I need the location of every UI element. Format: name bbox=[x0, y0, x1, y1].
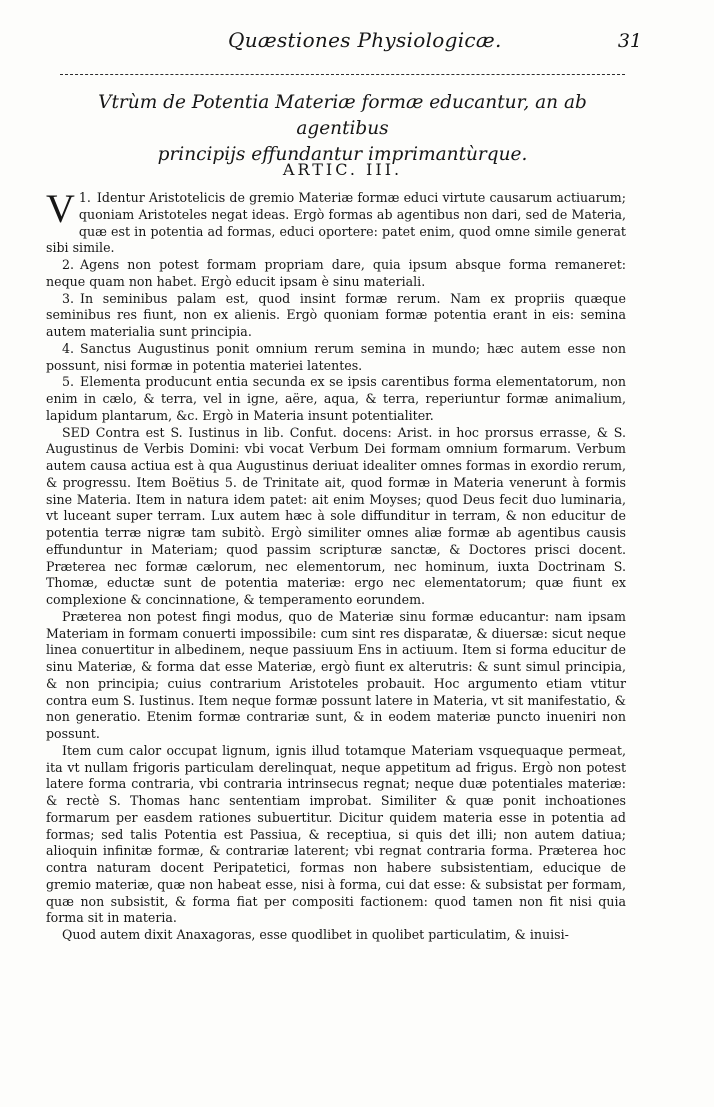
paragraph-text: SED Contra est S. Iustinus in lib. Confut. docens: Arist. in hoc prorsus errasse, & S. Augustinus de Verbis Domini: vbi vocat Verbum Dei formam omnium formarum. Verbum autem causa actiua est à qua Augustinus deriuat idealiter omnes formas in exordio rerum, & progressu. Item Boëtius 5. de Trinitate ait, quod formæ in Materia venerunt à formis sine Materia. Item in natura idem patet: ait enim Moyses; quod Deus fecit duo luminaria, vt luceant super terram. Lux autem hæc à sole diffunditur in terram, & non educitur de potentia terræ nigræ tam subitò. Ergò similiter omnes aliæ formæ ab agentibus causis effunduntur in Materiam; quod passim scripturæ sanctæ, & Doctores prisci docent. Præterea nec formæ cælorum, nec elementorum, nec hominum, iuxta Doctrinam S. Thomæ, eductæ sunt de potentia materiæ: ergo nec elementatorum; quæ fiunt ex complexione & concinnatione, & temperamento eorundem. bbox=[46, 424, 626, 607]
paragraph-number: 3. bbox=[62, 290, 75, 306]
article-heading bbox=[60, 90, 625, 168]
running-head bbox=[60, 26, 642, 56]
paragraph-5 bbox=[46, 374, 626, 424]
paragraph-text: Quod autem dixit Anaxagoras, esse quodlibet in quolibet particulatim, & inuisi- bbox=[62, 927, 569, 942]
article-heading-line: principijs effundantur imprimantùrque. bbox=[157, 144, 528, 165]
paragraph-sed-contra bbox=[46, 425, 626, 609]
running-title: Quæstiones Physiologicæ. bbox=[228, 28, 502, 52]
paragraph-text: Agens non potest formam propriam dare, quia ipsum absque forma remaneret: neque quam non habet. Ergò educit ipsam è sinu materiali. bbox=[46, 257, 626, 289]
page-number: 31 bbox=[617, 30, 642, 52]
paragraph-text: Præterea non potest fingi modus, quo de Materiæ sinu formæ educantur: nam ipsam Materiam in formam conuerti impossibile: cum sint res disparatæ, & diuersæ: sicut neque linea conuertitur in albedinem, neque passiuum Ens in actiuum. Item si forma educitur de sinu Materiæ, & forma dat esse Materiæ, ergò fiunt ex alterutris: & sunt simul principia, & non principia; cuius contrarium Aristoteles probauit. Hoc argumento etiam vtitur contra eum S. Iustinus. Item neque formæ possunt latere in Materia, vt sit manifestatio, & non generatio. Etenim formæ contrariæ sunt, & in eodem materiæ puncto inueniri non possunt. bbox=[46, 608, 626, 741]
paragraph-3 bbox=[46, 291, 626, 341]
paragraph-2 bbox=[46, 257, 626, 291]
paragraph-item bbox=[46, 743, 626, 927]
body-text bbox=[46, 186, 626, 944]
drop-cap: V bbox=[46, 186, 75, 231]
header-rule bbox=[60, 74, 625, 75]
paragraph-text: Sanctus Augustinus ponit omnium rerum semina in mundo; hæc autem esse non possunt, nisi formæ in potentia materiei latentes. bbox=[46, 340, 626, 373]
paragraph-number: 2. bbox=[62, 257, 75, 272]
paragraph-praeterea bbox=[46, 609, 626, 743]
paragraph-text: Identur Aristotelicis de gremio Materiæ formæ educi virtute causarum actiuarum; quoniam Aristoteles negat ideas. Ergò formas ab agentibus non dari, sed de Materia, quæ est in potentia ad formas, educi oportere: patet enim, quod omne simile generat sibi simile. bbox=[46, 190, 626, 256]
article-number: ARTIC. III. bbox=[282, 160, 403, 179]
paragraph-quod bbox=[46, 927, 626, 944]
paragraph-text: In seminibus palam est, quod insint formæ rerum. Nam ex propriis quæque seminibus res fiunt, non ex alienis. Ergò quoniam formæ potentia erant in eis: semina autem materialia sunt principia. bbox=[46, 290, 626, 339]
paragraph-text: Elementa producunt entia secunda ex se ipsis carentibus forma elementatorum, non enim in cælo, & terra, vel in igne, aëre, aqua, & terra, reperiuntur formæ animalium, lapidum plantarum, &c. Ergò in Materia insunt potentialiter. bbox=[46, 374, 626, 423]
paragraph-number: 1. bbox=[78, 190, 91, 205]
paragraph-number: 4. bbox=[62, 340, 75, 356]
article-heading-line: Vtrùm de Potentia Materiæ formæ educantur, an ab agentibus bbox=[98, 92, 587, 139]
paragraph-4 bbox=[46, 341, 626, 375]
paragraph-1 bbox=[46, 186, 626, 257]
paragraph-number: 5. bbox=[62, 374, 75, 390]
paragraph-text: Item cum calor occupat lignum, ignis illud totamque Materiam vsquequaque permeat, ita vt nullam frigoris particulam derelinquat, neque appetitum ad frigus. Ergò non potest latere forma contraria, vbi contraria intrinsecus regnat; neque duæ potentiales materiæ: & rectè S. Thomas hanc sententiam improbat. Similiter & quæ ponit inchoationes formarum per easdem rationes subuertitur. Dicitur quidem materia esse in potentia ad formas; sed talis Potentia est Passiua, & receptiua, si quis det illi; non autem datiua; alioquin infinitæ formæ, & contrariæ laterent; vbi regnat contraria forma. Præterea hoc contra naturam docent Peripatetici, formas non habere subsistentiam, educique de gremio materiæ, quæ non habeat esse, nisi à forma, cui dat esse: & subsistat per formam, quæ non subsistit, & forma fiat per compositi factionem: quod tamen non fit nisi quia forma sit in materia. bbox=[46, 742, 626, 926]
